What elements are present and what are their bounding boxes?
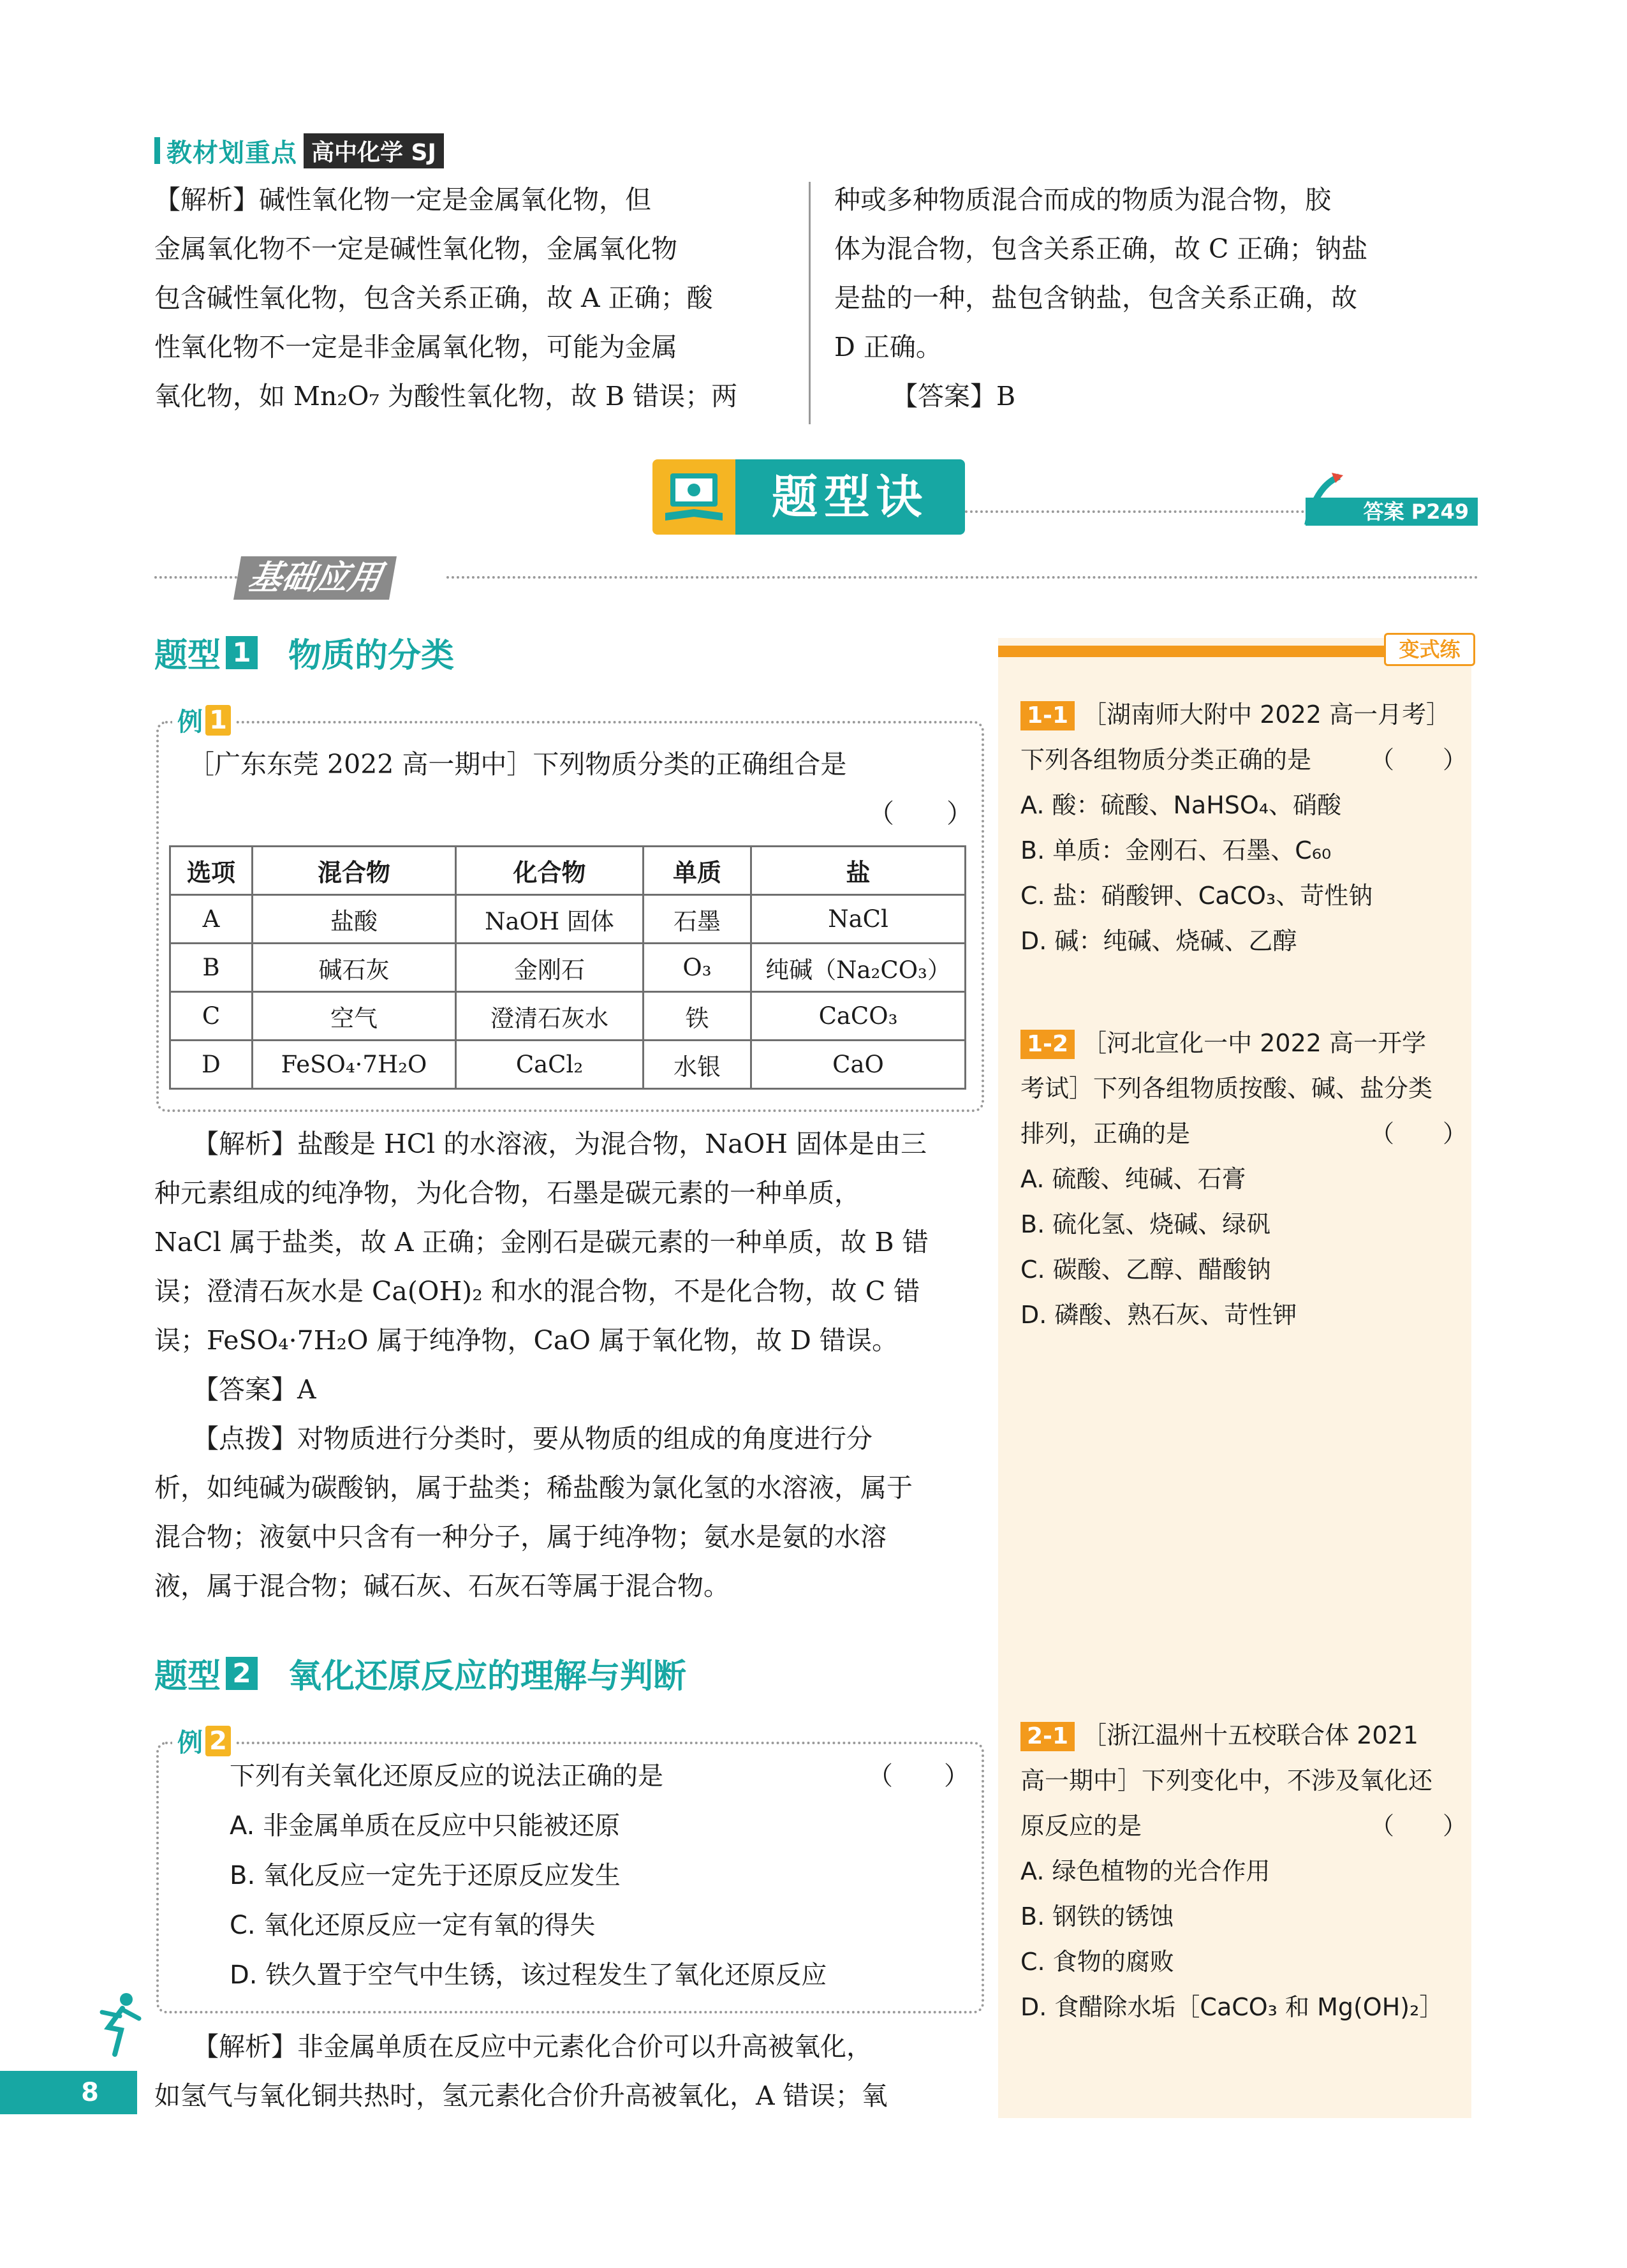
practice-option: D. 食醋除水垢［CaCO₃ 和 Mg(OH)₂］	[1020, 1993, 1444, 2021]
practice-option: B. 钢铁的锈蚀	[1020, 1902, 1174, 1931]
page-header	[154, 135, 444, 166]
type2-heading	[154, 1649, 686, 1697]
option-d: D. 铁久置于空气中生锈，该过程发生了氧化还原反应	[230, 1960, 827, 1990]
example1-stem	[188, 740, 973, 838]
example1-tag-label: 例	[177, 708, 203, 737]
tips-line: 【点拨】对物质进行分类时，要从物质的组成的角度进行分	[193, 1423, 872, 1454]
practice-tag: 2-1	[1020, 1722, 1075, 1751]
table-row	[170, 895, 966, 944]
type2-label: 题型	[154, 1657, 221, 1696]
top-left-line: 包含碱性氧化物，包含关系正确，故 A 正确；酸	[154, 283, 713, 313]
practice-q1-1	[1020, 692, 1467, 964]
type2-title: 氧化还原反应的理解与判断	[288, 1657, 687, 1696]
top-right-line: D 正确。	[834, 332, 942, 362]
practice-text: 下列各组物质分类正确的是	[1020, 746, 1312, 774]
book-icon	[652, 459, 735, 535]
practice-option: D. 碱：纯碱、烧碱、乙醇	[1020, 927, 1297, 955]
top-left-line: 氧化物，如 Mn₂O₇ 为酸性氧化物，故 B 错误；两	[154, 381, 738, 411]
practice-option: D. 磷酸、熟石灰、苛性钾	[1020, 1301, 1297, 1329]
variant-practice-badge: 变式练	[1384, 633, 1475, 666]
analysis-line: 种元素组成的纯净物，为化合物，石墨是碳元素的一种单质，	[154, 1178, 860, 1208]
table-cell: 碱石灰	[253, 944, 456, 992]
example2-paren: （ ）	[867, 1761, 969, 1791]
type1-label: 题型	[154, 637, 221, 675]
table-cell: A	[170, 895, 253, 944]
analysis-line: 【解析】非金属单质在反应中元素化合价可以升高被氧化，	[193, 2031, 872, 2062]
example2-stem: 下列有关氧化还原反应的说法正确的是	[230, 1761, 663, 1791]
practice-paren: （ ）	[1369, 1120, 1467, 1148]
top-right-line: 种或多种物质混合而成的物质为混合物，胶	[834, 184, 1331, 215]
tips-line: 混合物；液氨中只含有一种分子，属于纯净物；氨水是氨的水溶	[154, 1522, 887, 1552]
subheading-basic-application: 基础应用	[233, 556, 397, 600]
header-subject: 高中化学 SJ	[304, 133, 444, 168]
example1-table	[169, 845, 966, 1090]
practice-paren: （ ）	[1369, 746, 1467, 774]
table-cell: 石墨	[644, 895, 751, 944]
top-right-column	[834, 175, 1478, 421]
analysis-line: 误；FeSO₄·7H₂O 属于纯净物，CaO 属于氧化物，故 D 错误。	[154, 1325, 898, 1356]
practice-paren: （ ）	[1369, 1812, 1467, 1840]
option-a: A. 非金属单质在反应中只能被还原	[230, 1811, 621, 1841]
table-cell: CaCO₃	[751, 992, 966, 1041]
top-left-line: 【解析】碱性氧化物一定是金属氧化物，但	[154, 184, 651, 215]
practice-option: A. 酸：硫酸、NaHSO₄、硝酸	[1020, 791, 1342, 819]
analysis-line: NaCl 属于盐类，故 A 正确；金刚石是碳元素的一种单质，故 B 错	[154, 1227, 929, 1257]
table-cell: FeSO₄·7H₂O	[253, 1041, 456, 1089]
type1-heading	[154, 628, 454, 676]
example1-stem-text: ［广东东莞 2022 高一期中］下列物质分类的正确组合是	[188, 749, 847, 780]
practice-option: B. 单质：金刚石、石墨、C₆₀	[1020, 836, 1332, 864]
table-row	[170, 992, 966, 1041]
table-cell: 纯碱（Na₂CO₃）	[751, 944, 966, 992]
table-header-cell: 混合物	[253, 847, 456, 895]
example2-stem-row	[230, 1751, 969, 1801]
example1-tag-number: 1	[205, 705, 231, 736]
table-row	[170, 944, 966, 992]
table-row	[170, 1041, 966, 1089]
table-cell: 澄清石灰水	[456, 992, 644, 1041]
practice-option: C. 食物的腐败	[1020, 1948, 1174, 1976]
practice-text: 高一期中］下列变化中，不涉及氧化还	[1020, 1767, 1433, 1795]
option-b: B. 氧化反应一定先于还原反应发生	[230, 1861, 621, 1890]
example2-tag-label: 例	[177, 1728, 203, 1758]
header-brand: 教材划重点	[166, 138, 297, 168]
table-cell: 水银	[644, 1041, 751, 1089]
table-cell: C	[170, 992, 253, 1041]
table-cell: 金刚石	[456, 944, 644, 992]
example2-content	[230, 1751, 969, 2000]
table-cell: 空气	[253, 992, 456, 1041]
type2-number: 2	[226, 1657, 258, 1690]
table-cell: 盐酸	[253, 895, 456, 944]
practice-text: 排列，正确的是	[1020, 1120, 1191, 1148]
example1-answer: 【答案】A	[193, 1374, 316, 1405]
table-cell: B	[170, 944, 253, 992]
analysis-line: 误；澄清石灰水是 Ca(OH)₂ 和水的混合物，不是化合物，故 C 错	[154, 1276, 920, 1307]
practice-option: A. 硫酸、纯碱、石膏	[1020, 1165, 1246, 1193]
table-cell: O₃	[644, 944, 751, 992]
practice-option: B. 硫化氢、烧碱、绿矾	[1020, 1210, 1271, 1238]
top-right-answer: 【答案】B	[892, 381, 1016, 411]
table-cell: D	[170, 1041, 253, 1089]
practice-tag: 1-1	[1020, 701, 1075, 730]
table-cell: NaCl	[751, 895, 966, 944]
example2-tag	[172, 1723, 236, 1759]
option-c: C. 氧化还原反应一定有氧的得失	[230, 1911, 596, 1940]
table-header-cell: 化合物	[456, 847, 644, 895]
example1-paren: （ ）	[868, 798, 973, 829]
table-cell: CaO	[751, 1041, 966, 1089]
top-left-line: 性氧化物不一定是非金属氧化物，可能为金属	[154, 332, 677, 362]
top-left-line: 金属氧化物不一定是碱性氧化物，金属氧化物	[154, 233, 677, 264]
practice-text: ［湖南师大附中 2022 高一月考］	[1082, 700, 1451, 729]
table-cell: NaOH 固体	[456, 895, 644, 944]
table-header-row	[170, 847, 966, 895]
type1-number: 1	[226, 636, 258, 669]
subheading-dotted-left	[154, 576, 237, 579]
table-cell: CaCl₂	[456, 1041, 644, 1089]
practice-text: 原反应的是	[1020, 1812, 1142, 1840]
subheading-dotted-right	[446, 576, 1478, 579]
column-divider	[809, 182, 811, 424]
table-header-cell: 盐	[751, 847, 966, 895]
practice-top-bar	[998, 646, 1432, 657]
example2-analysis	[154, 2022, 983, 2121]
practice-option: C. 盐：硝酸钾、CaCO₃、苛性钠	[1020, 882, 1373, 910]
tips-line: 析，如纯碱为碳酸钠，属于盐类；稀盐酸为氯化氢的水溶液，属于	[154, 1472, 913, 1503]
analysis-line: 【解析】盐酸是 HCl 的水溶液，为混合物，NaOH 固体是由三	[193, 1129, 927, 1159]
example1-tag	[172, 702, 236, 738]
practice-text: ［河北宣化一中 2022 高一开学	[1082, 1029, 1427, 1057]
analysis-line: 如氢气与氧化铜共热时，氢元素化合价升高被氧化，A 错误；氧	[154, 2080, 888, 2111]
tips-line: 液，属于混合物；碱石灰、石灰石等属于混合物。	[154, 1571, 730, 1601]
top-right-line: 体为混合物，包含关系正确，故 C 正确；钠盐	[834, 233, 1368, 264]
banner-dotted-line	[965, 510, 1309, 513]
practice-option: C. 碳酸、乙醇、醋酸钠	[1020, 1256, 1271, 1284]
type1-title: 物质的分类	[288, 637, 455, 675]
practice-q1-2	[1020, 1021, 1467, 1338]
answer-reference-badge: 答案 P249	[1306, 498, 1478, 526]
example2-tag-number: 2	[205, 1726, 231, 1756]
page-number: 8	[0, 2071, 137, 2114]
section-banner	[652, 459, 965, 535]
practice-text: 考试］下列各组物质按酸、碱、盐分类	[1020, 1074, 1433, 1102]
table-header-cell: 选项	[170, 847, 253, 895]
header-accent-bar	[154, 137, 160, 164]
table-header-cell: 单质	[644, 847, 751, 895]
example1-analysis	[154, 1120, 983, 1611]
practice-q2-1	[1020, 1713, 1467, 2030]
top-right-line: 是盐的一种，盐包含钠盐，包含关系正确，故	[834, 283, 1357, 313]
table-cell: 铁	[644, 992, 751, 1041]
runner-icon	[89, 1990, 147, 2061]
practice-option: A. 绿色植物的光合作用	[1020, 1857, 1270, 1885]
practice-text: ［浙江温州十五校联合体 2021	[1082, 1721, 1418, 1749]
top-left-column	[154, 175, 789, 421]
section-title: 题型诀	[735, 459, 965, 535]
practice-tag: 1-2	[1020, 1030, 1075, 1059]
